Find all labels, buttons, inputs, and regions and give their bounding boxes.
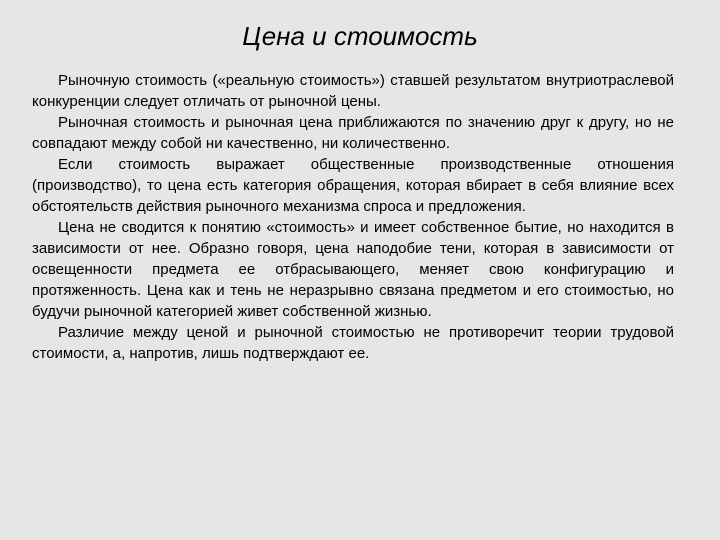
paragraph-value-vs-price: Рыночная стоимость и рыночная цена приближаются по значению друг к другу, но не совпадают между собой ни качественно, ни количественно. bbox=[32, 114, 674, 152]
slide-body bbox=[32, 70, 674, 364]
paragraph-labor-theory: Различие между ценой и рыночной стоимостью не противоречит теории трудовой стоимости, а, напротив, лишь подтверждают ее. bbox=[32, 324, 674, 362]
paragraph-production-vs-circulation: Если стоимость выражает общественные производственные отношения (производство), то цена есть категория обращения, которая вбирает в себя влияние всех обстоятельств действия рыночного механизма спроса и предложения. bbox=[32, 156, 674, 215]
paragraph-market-value: Рыночную стоимость («реальную стоимость») ставшей результатом внутриотраслевой конкуренции следует отличать от рыночной цены. bbox=[32, 72, 674, 110]
paragraph-price-shadow: Цена не сводится к понятию «стоимость» и имеет собственное бытие, но находится в зависимости от нее. Образно говоря, цена наподобие тени, которая в зависимости от освещенности предмета ее отбрасывающего, меняет свою конфигурацию и протяженность. Цена как и тень не неразрывно связана предметом и его стоимостью, но будучи рыночной категорией живет собственной жизнью. bbox=[32, 219, 674, 320]
slide-title: Цена и стоимость bbox=[242, 21, 478, 51]
